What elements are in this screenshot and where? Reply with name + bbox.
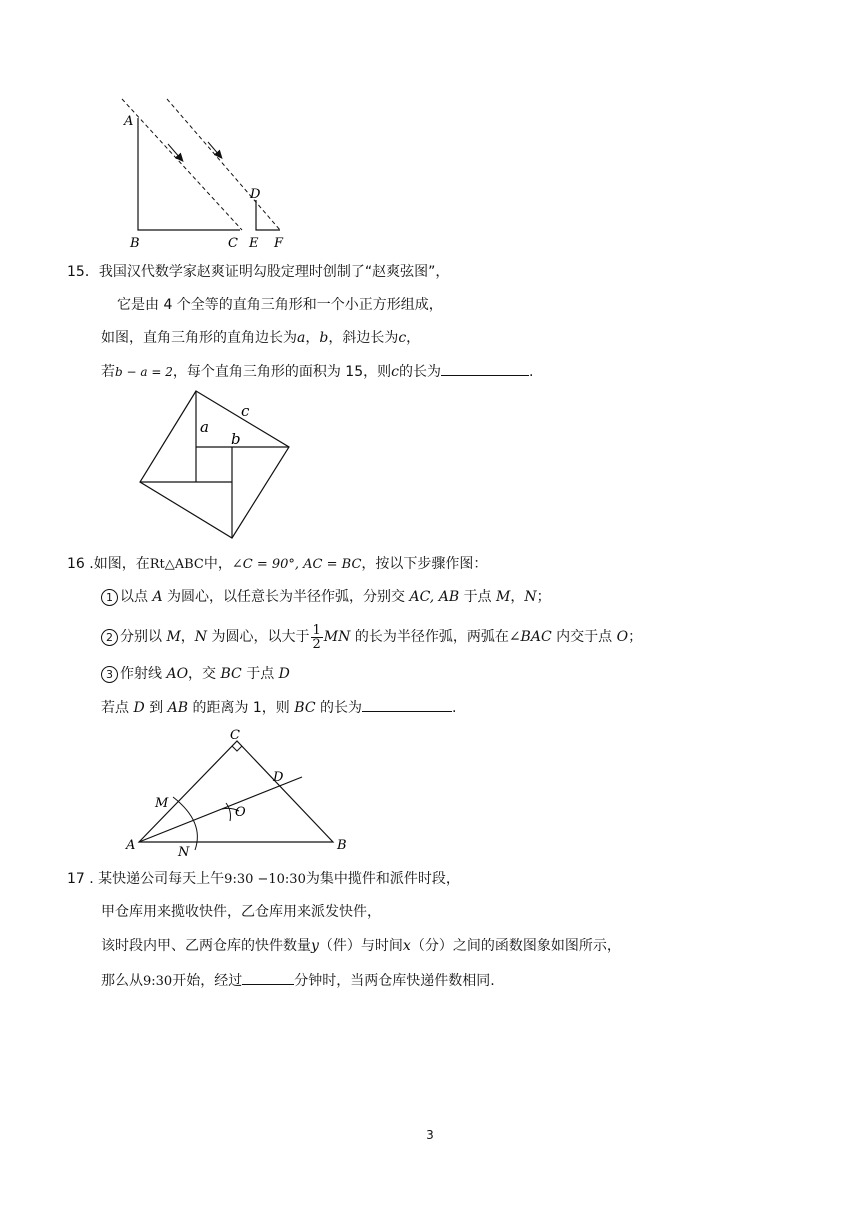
- q16-step2: 2 分别以 M，N 为圆心，以大于 $\frac{1}{2}$ MN 的长为半径作弧，两弧在∠BAC 内交于点 O；: [101, 622, 642, 652]
- q15-line2: 它是由 4 个全等的直角三角形和一个小正方形组成，: [117, 297, 443, 313]
- q17-line4: 那么从9:30开始，经过 分钟时，当两仓库快递件数相同.: [101, 970, 495, 992]
- triangle-abc: [138, 118, 240, 230]
- label-B: B: [337, 838, 347, 853]
- fraction-one-half: $\frac{1}{2}$: [312, 622, 321, 652]
- label-N: N: [178, 845, 190, 860]
- q15-line3: 如图，直角三角形的直角边长为a，b，斜边长为c，: [101, 330, 421, 346]
- label-D: D: [273, 770, 284, 785]
- figure-q14-triangles: [110, 92, 300, 252]
- label-C: C: [228, 236, 238, 251]
- step-number-3: 3: [101, 666, 118, 683]
- right-angle-mark: [232, 746, 242, 751]
- q15-line1: 15．我国汉代数学家赵爽证明勾股定理时创制了“赵爽弦图”，: [67, 264, 450, 280]
- label-b: b: [231, 430, 241, 448]
- label-M: M: [155, 796, 169, 811]
- q17-line2: 甲仓库用来揽收快件，乙仓库用来派发快件，: [101, 904, 381, 920]
- label-D: D: [250, 187, 261, 202]
- answer-blank-q16[interactable]: [362, 697, 452, 712]
- q16-line1: 16 .如图，在Rt△ABC中，∠C = 90°, AC = BC，按以下步骤作图：: [67, 556, 488, 572]
- step-number-1: 1: [101, 589, 118, 606]
- label-A: A: [126, 838, 136, 853]
- step-number-2: 2: [101, 629, 118, 646]
- label-a: a: [200, 418, 209, 436]
- label-F: F: [274, 236, 284, 251]
- q16-last: 若点 D 到 AB 的距离为 1，则 BC 的长为 .: [101, 697, 456, 718]
- q16-step1: 1 以点 A 为圆心，以任意长为半径作弧，分别交 AC, AB 于点 M，N；: [101, 587, 551, 607]
- label-c: c: [241, 402, 250, 420]
- label-C: C: [230, 728, 240, 743]
- q16-step3: 3 作射线 AO，交 BC 于点 D: [101, 664, 290, 684]
- label-B: B: [130, 236, 140, 251]
- answer-blank-q17[interactable]: [242, 970, 294, 985]
- figure-q16-triangle: [120, 725, 360, 865]
- label-E: E: [249, 236, 259, 251]
- label-O: O: [235, 805, 246, 820]
- q15-line4: 若b − a = 2，每个直角三角形的面积为 15，则c的长为 .: [101, 361, 533, 382]
- q17-line3: 该时段内甲、乙两仓库的快件数量y（件）与时间x（分）之间的函数图象如图所示，: [101, 938, 621, 954]
- answer-blank-q15[interactable]: [441, 361, 529, 376]
- q17-line1: 17 . 某快递公司每天上午9:30 −10:30为集中揽件和派件时段，: [67, 871, 460, 887]
- figure-q15-chord-diagram: [130, 385, 300, 545]
- outer-square: [140, 391, 289, 538]
- page-number: 3: [426, 1128, 434, 1142]
- triangle-def: [256, 200, 280, 230]
- label-A: A: [124, 114, 134, 129]
- triangle-abc: [139, 741, 333, 842]
